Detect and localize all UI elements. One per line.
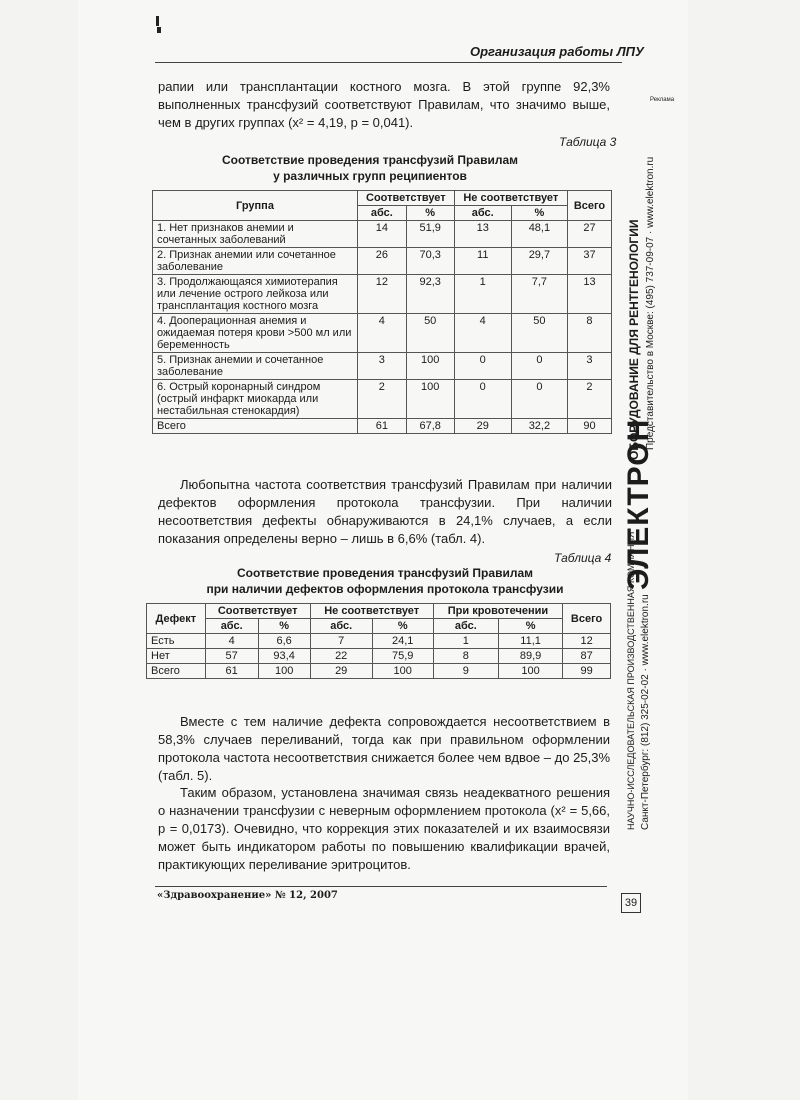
ad-spb-contacts: Санкт-Петербург: (812) 325-02-02 · www.elektron.ru — [640, 594, 651, 830]
col-header-defect: Дефект — [147, 604, 206, 634]
table-row-total: Всего 61 67,8 29 32,2 90 — [153, 419, 612, 434]
table3-label: Таблица 3 — [559, 135, 617, 149]
table-row: 3. Продолжающаяся химиотерапия или лечение острого лейкоза или трансплантация костного мозга 12 92,3 1 7,7 13 — [153, 275, 612, 314]
running-head: Организация работы ЛПУ — [470, 44, 644, 59]
col-header-abs: абс. — [454, 206, 511, 221]
col-header-not-complies: Не соответствует — [454, 191, 567, 206]
paragraph: рапии или трансплантации костного мозга. В этой группе 92,3% выполненных трансфузий соответствуют Правилам, что значимо выше, чем в других группах (x² = 4,19, p = 0,041). — [158, 79, 610, 130]
table3-title-line2: у различных групп реципиентов — [273, 169, 467, 183]
col-header-complies: Соответствует — [205, 604, 310, 619]
table4-title-line2: при наличии дефектов оформления протокола трансфузии — [206, 582, 564, 596]
col-header-pct: % — [372, 619, 433, 634]
table3-title — [180, 152, 560, 184]
paragraph: Вместе с тем наличие дефекта сопровождается несоответствием в 58,3% случаев переливаний, тогда как при правильном оформлении протокола частота несоответствия снижается более чем вдвое – до 25,3% (табл. 5). — [158, 714, 610, 783]
table-row: Нет 57 93,4 22 75,9 8 89,9 87 — [147, 649, 611, 664]
page-number: 39 — [621, 893, 641, 913]
col-header-bleeding: При кровотечении — [433, 604, 562, 619]
table-row: 4. Дооперационная анемия и ожидаемая потеря крови >500 мл или беременность 4 50 4 50 8 — [153, 314, 612, 353]
ad-moscow-contacts: Представительство в Москве: (495) 737-09-07 · www.elektron.ru — [645, 156, 656, 450]
header-rule — [155, 62, 622, 63]
col-header-abs: абс. — [310, 619, 372, 634]
col-header-pct: % — [511, 206, 567, 221]
table4 — [146, 603, 611, 679]
footer-rule — [155, 886, 607, 887]
col-header-pct: % — [499, 619, 563, 634]
table-row-total: Всего 61 100 29 100 9 100 99 — [147, 664, 611, 679]
scan-mark — [157, 27, 161, 33]
col-header-complies: Соответствует — [358, 191, 455, 206]
paragraph: Таким образом, установлена значимая связь неадекватного решения о назначении трансфузии с неверным оформлением протокола (x² = 5,66, p = 0,0173). Очевидно, что коррекция этих показателей и их взаимосвязи может быть индикатором работы по повышению квалификации врачей, практикующих переливание эритроцитов. — [158, 785, 610, 872]
col-header-abs: абс. — [433, 619, 498, 634]
col-header-abs: абс. — [358, 206, 407, 221]
scan-mark — [156, 16, 159, 26]
col-header-group: Группа — [153, 191, 358, 221]
paragraph: Любопытна частота соответствия трансфузий Правилам при наличии дефектов оформления протокола трансфузии. При наличии несоответствия дефекты обнаруживаются в 24,1% случаев, а если показания определены верно – лишь в 6,6% (табл. 4). — [158, 477, 612, 546]
table-row: 1. Нет признаков анемии и сочетанных заболеваний 14 51,9 13 48,1 27 — [153, 221, 612, 248]
table3-title-line1: Соответствие проведения трансфузий Правилам — [222, 153, 518, 167]
col-header-abs: абс. — [205, 619, 258, 634]
table4-title-line1: Соответствие проведения трансфузий Правилам — [237, 566, 533, 580]
col-header-total: Всего — [563, 604, 611, 634]
table-row: 6. Острый коронарный синдром (острый инфаркт миокарда или нестабильная стенокардия) 2 100 0 0 2 — [153, 380, 612, 419]
ad-company-type: НАУЧНО-ИССЛЕДОВАТЕЛЬСКАЯ ПРОИЗВОДСТВЕННАЯ КОМПАНИЯ — [626, 531, 636, 830]
ad-label: Реклама — [650, 97, 675, 103]
journal-citation: «Здравоохранение» № 12, 2007 — [157, 890, 338, 901]
table-row: 2. Признак анемии или сочетанное заболевание 26 70,3 11 29,7 37 — [153, 248, 612, 275]
table4-label: Таблица 4 — [554, 551, 612, 565]
table-row: 5. Признак анемии и сочетанное заболевание 3 100 0 0 3 — [153, 353, 612, 380]
table3 — [152, 190, 612, 434]
ad-tagline: ОБОРУДОВАНИЕ ДЛЯ РЕНТГЕНОЛОГИИ — [627, 219, 641, 460]
table4-title — [150, 565, 620, 597]
ad-brand-logo: ЭЛЕКТРОН — [622, 418, 655, 590]
col-header-pct: % — [406, 206, 454, 221]
col-header-not-complies: Не соответствует — [310, 604, 433, 619]
col-header-total: Всего — [567, 191, 611, 221]
col-header-pct: % — [258, 619, 310, 634]
table-row: Есть 4 6,6 7 24,1 1 11,1 12 — [147, 634, 611, 649]
